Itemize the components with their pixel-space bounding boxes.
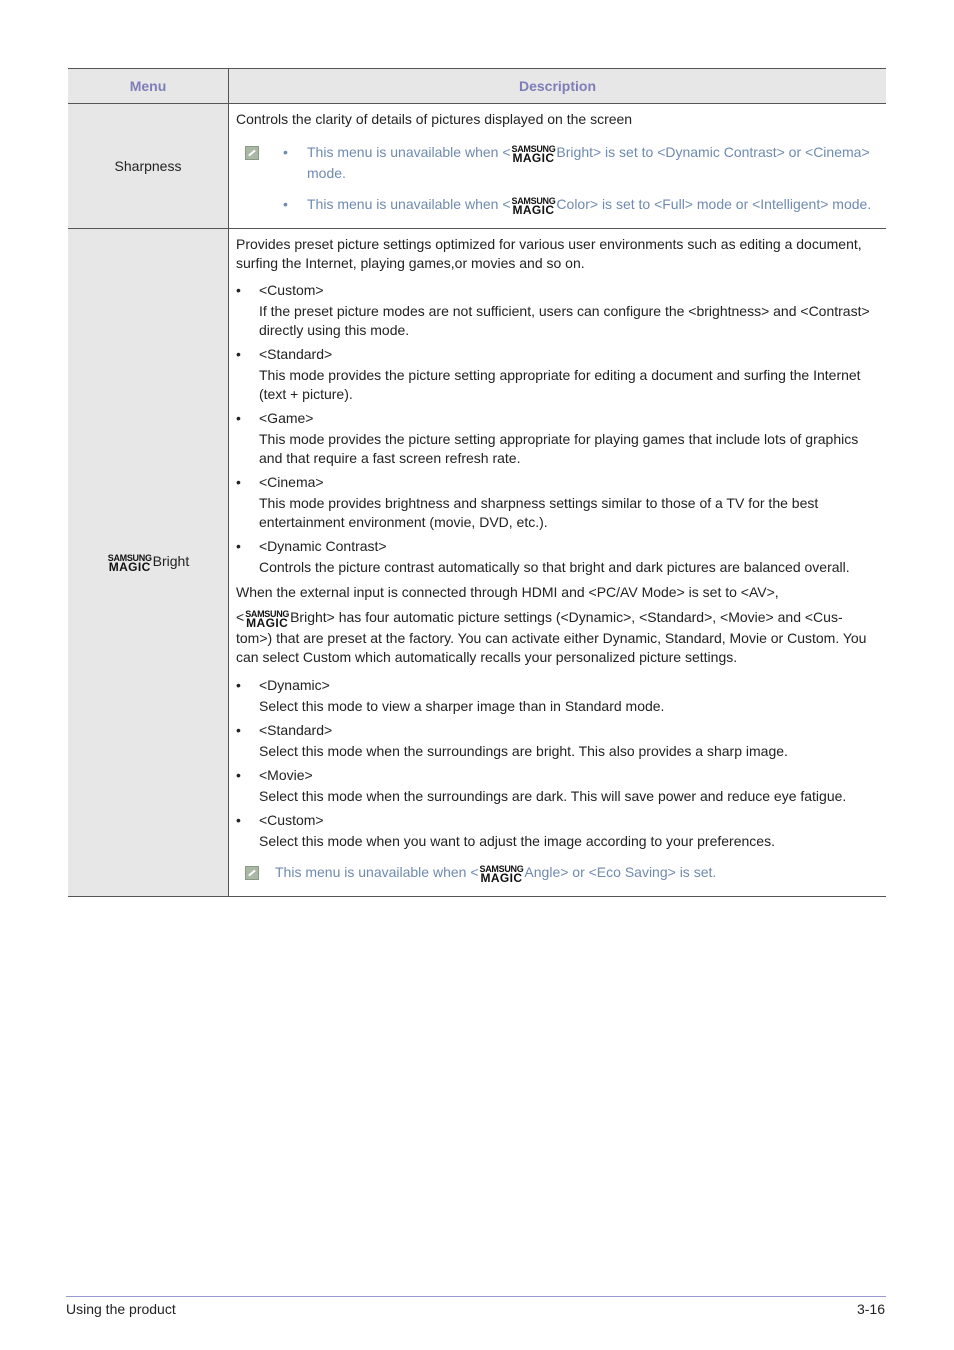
desc-cell-magic-bright [229,229,887,897]
magic-bright-intro: Provides preset picture settings optimized for various user environments such as editing a document, surfing the Internet, playing games,or movies and so on. [236,236,862,271]
list-item: • <Custom> Select this mode when you want to adjust the image according to your preferences. [236,811,876,851]
note-pencil-icon [245,866,259,880]
note-item: • This menu is unavailable when < SAMSUNG MAGIC Bright> is set to <Dynamic Contrast> or <Cinema> mode. [283,143,876,183]
header-description: Description [229,69,887,104]
table-header-row [68,69,886,104]
footer-page-number: 3-16 [856,1301,885,1317]
list-item: • <Dynamic Contrast> Controls the picture contrast automatically so that bright and dark pictures are balanced overall. [236,537,876,577]
list-item: • <Standard> This mode provides the picture setting appropriate for editing a document and surfing the Internet (text + picture). [236,345,876,404]
table-row-sharpness [68,104,886,229]
table-row-magic-bright [68,229,886,897]
list-item: • <Custom> If the preset picture modes are not sufficient, users can configure the <brightness> and <Contrast> directly using this mode. [236,281,876,340]
header-menu: Menu [68,69,229,104]
sharpness-description: Controls the clarity of details of pictures displayed on the screen [236,111,633,127]
picture-mode-list [236,281,876,577]
samsung-magic-logo: SAMSUNG MAGIC [511,196,556,217]
note-pencil-icon [245,146,259,160]
footer-divider [66,1296,886,1297]
footer-section-title: Using the product [66,1301,176,1317]
av-mode-list [236,676,876,851]
note-item: • This menu is unavailable when < SAMSUNG MAGIC Color> is set to <Full> mode or <Intelligent> mode. [283,195,876,216]
samsung-magic-logo: SAMSUNG MAGIC [245,609,290,630]
magic-bright-note-text: This menu is unavailable when < SAMSUNG MAGIC Angle> or <Eco Saving> is set. [275,864,717,885]
menu-label-bright: Bright [152,553,190,569]
hdmi-paragraph-2: < SAMSUNG MAGIC Bright> has four automatic picture settings (<Dynamic>, <Standard>, <Movie> and <Cus-tom>) that are preset at the factory. You can activate either Dynamic, Standard, Movie or Custom. You can select Custom which automatically recalls your personalized picture settings. [236,609,867,665]
list-item: • <Dynamic> Select this mode to view a sharper image than in Standard mode. [236,676,876,716]
list-item: • <Movie> Select this mode when the surroundings are dark. This will save power and reduce eye fatigue. [236,766,876,806]
list-item: • <Standard> Select this mode when the surroundings are bright. This also provides a sharp image. [236,721,876,761]
desc-cell-sharpness [229,104,887,229]
menu-cell-magic-bright [68,229,229,897]
samsung-magic-logo: SAMSUNG MAGIC [479,864,524,885]
list-item: • <Game> This mode provides the picture setting appropriate for playing games that include lots of graphics and that require a fast screen refresh rate. [236,409,876,468]
menu-description-table [68,68,886,897]
magic-bright-note [236,863,876,884]
samsung-magic-logo: SAMSUNG MAGIC [511,144,556,165]
menu-cell-sharpness: Sharpness [68,104,229,229]
list-item: • <Cinema> This mode provides brightness and sharpness settings similar to those of a TV for the best entertainment environment (movie, DVD, etc.). [236,473,876,532]
sharpness-note-list [259,143,876,216]
sharpness-note [236,143,876,216]
samsung-magic-logo: SAMSUNG MAGIC [107,553,152,574]
hdmi-paragraph-1: When the external input is connected through HDMI and <PC/AV Mode> is set to <AV>, [236,584,779,600]
